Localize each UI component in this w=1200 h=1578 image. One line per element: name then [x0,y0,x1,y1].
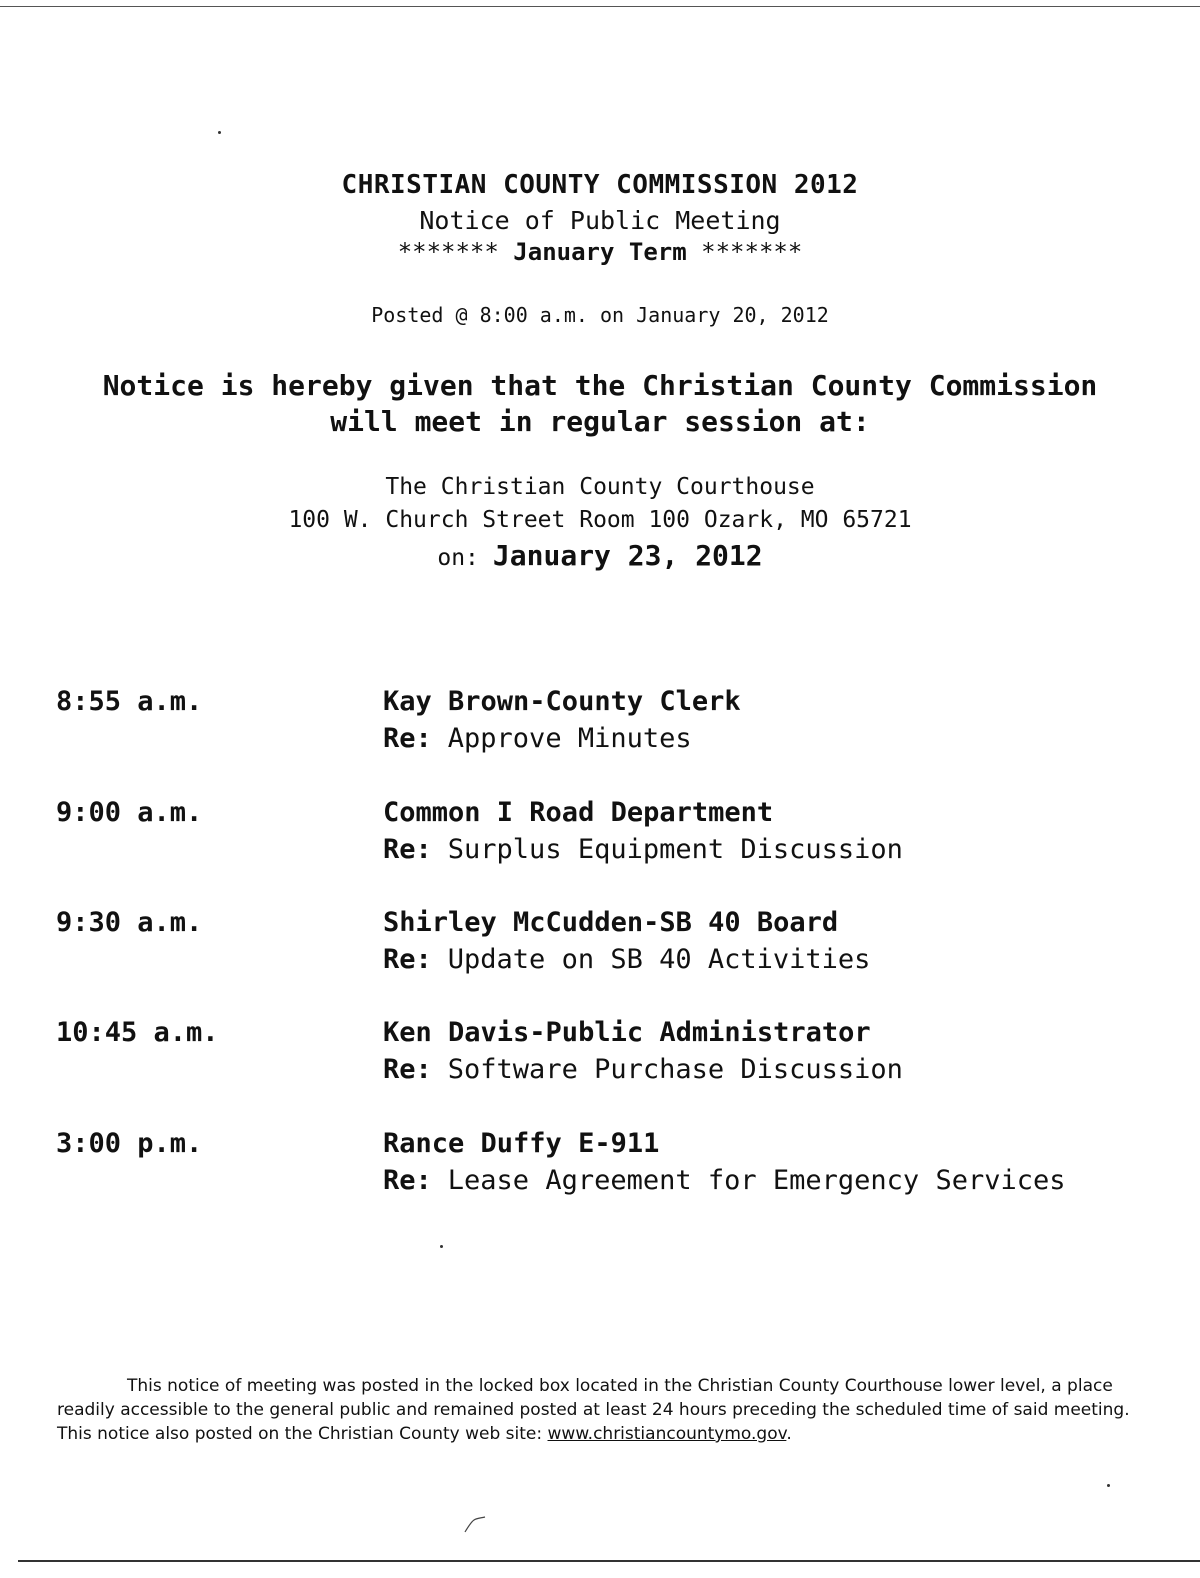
top-rule [0,6,1200,7]
agenda-item [0,1017,1200,1097]
agenda-presenter: Kay Brown-County Clerk [383,686,741,717]
meeting-date: January 23, 2012 [492,539,763,572]
agenda-item [0,797,1200,877]
scan-speck [440,1245,443,1248]
term-line [0,238,1200,266]
agenda-subject [383,1054,903,1085]
term-stars-left: ******* [397,238,499,266]
agenda-presenter: Shirley McCudden-SB 40 Board [383,907,839,938]
agenda-time: 8:55 a.m. [56,686,203,717]
county-website-link[interactable]: www.christiancountymo.gov [547,1424,787,1444]
document-title: CHRISTIAN COUNTY COMMISSION 2012 [341,170,859,200]
agenda-time: 9:30 a.m. [56,907,203,938]
agenda-item [0,686,1200,766]
agenda-presenter: Common I Road Department [383,797,774,828]
notice-line-1: Notice is hereby given that the Christian County Commission [102,369,1098,402]
agenda-subject-text: Update on SB 40 Activities [447,944,871,975]
agenda-presenter: Rance Duffy E-911 [383,1128,660,1159]
re-label: Re: [383,834,432,865]
scan-speck [218,131,221,134]
meeting-date-line [0,539,1200,572]
agenda-time: 3:00 p.m. [56,1128,203,1159]
posting-notice-text: This notice of meeting was posted in the locked box located in the Christian County Courthouse lower level, a place readily accessible to the general public and remained posted at least 24 hours preceding the scheduled time of said meeting. This notice also posted on the Christian County web site: [57,1376,1130,1444]
agenda-presenter: Ken Davis-Public Administrator [383,1017,871,1048]
pen-mark [462,1515,488,1535]
agenda-subject [383,944,870,975]
on-label: on: [437,545,479,571]
term-stars-right: ******* [701,238,803,266]
venue-name: The Christian County Courthouse [385,474,815,500]
re-label: Re: [383,1054,432,1085]
agenda-subject [383,834,903,865]
posting-notice [57,1374,1147,1446]
agenda-item [0,907,1200,987]
agenda-time: 9:00 a.m. [56,797,203,828]
agenda-subject-text: Software Purchase Discussion [447,1054,903,1085]
posting-notice-end: . [786,1424,792,1444]
venue-address: 100 W. Church Street Room 100 Ozark, MO 65721 [288,507,912,533]
notice-line-2: will meet in regular session at: [330,405,870,438]
agenda-subject-text: Approve Minutes [447,723,692,754]
term-name: January Term [513,238,687,266]
agenda-subject-text: Surplus Equipment Discussion [447,834,903,865]
scan-speck [1107,1484,1110,1487]
document-subtitle: Notice of Public Meeting [419,206,781,235]
agenda-subject [383,723,692,754]
agenda-subject [383,1165,1066,1196]
re-label: Re: [383,944,432,975]
agenda-subject-text: Lease Agreement for Emergency Services [447,1165,1066,1196]
agenda-time: 10:45 a.m. [56,1017,219,1048]
re-label: Re: [383,723,432,754]
agenda-item [0,1128,1200,1208]
bottom-rule [18,1560,1200,1562]
re-label: Re: [383,1165,432,1196]
posted-line: Posted @ 8:00 a.m. on January 20, 2012 [371,303,829,327]
